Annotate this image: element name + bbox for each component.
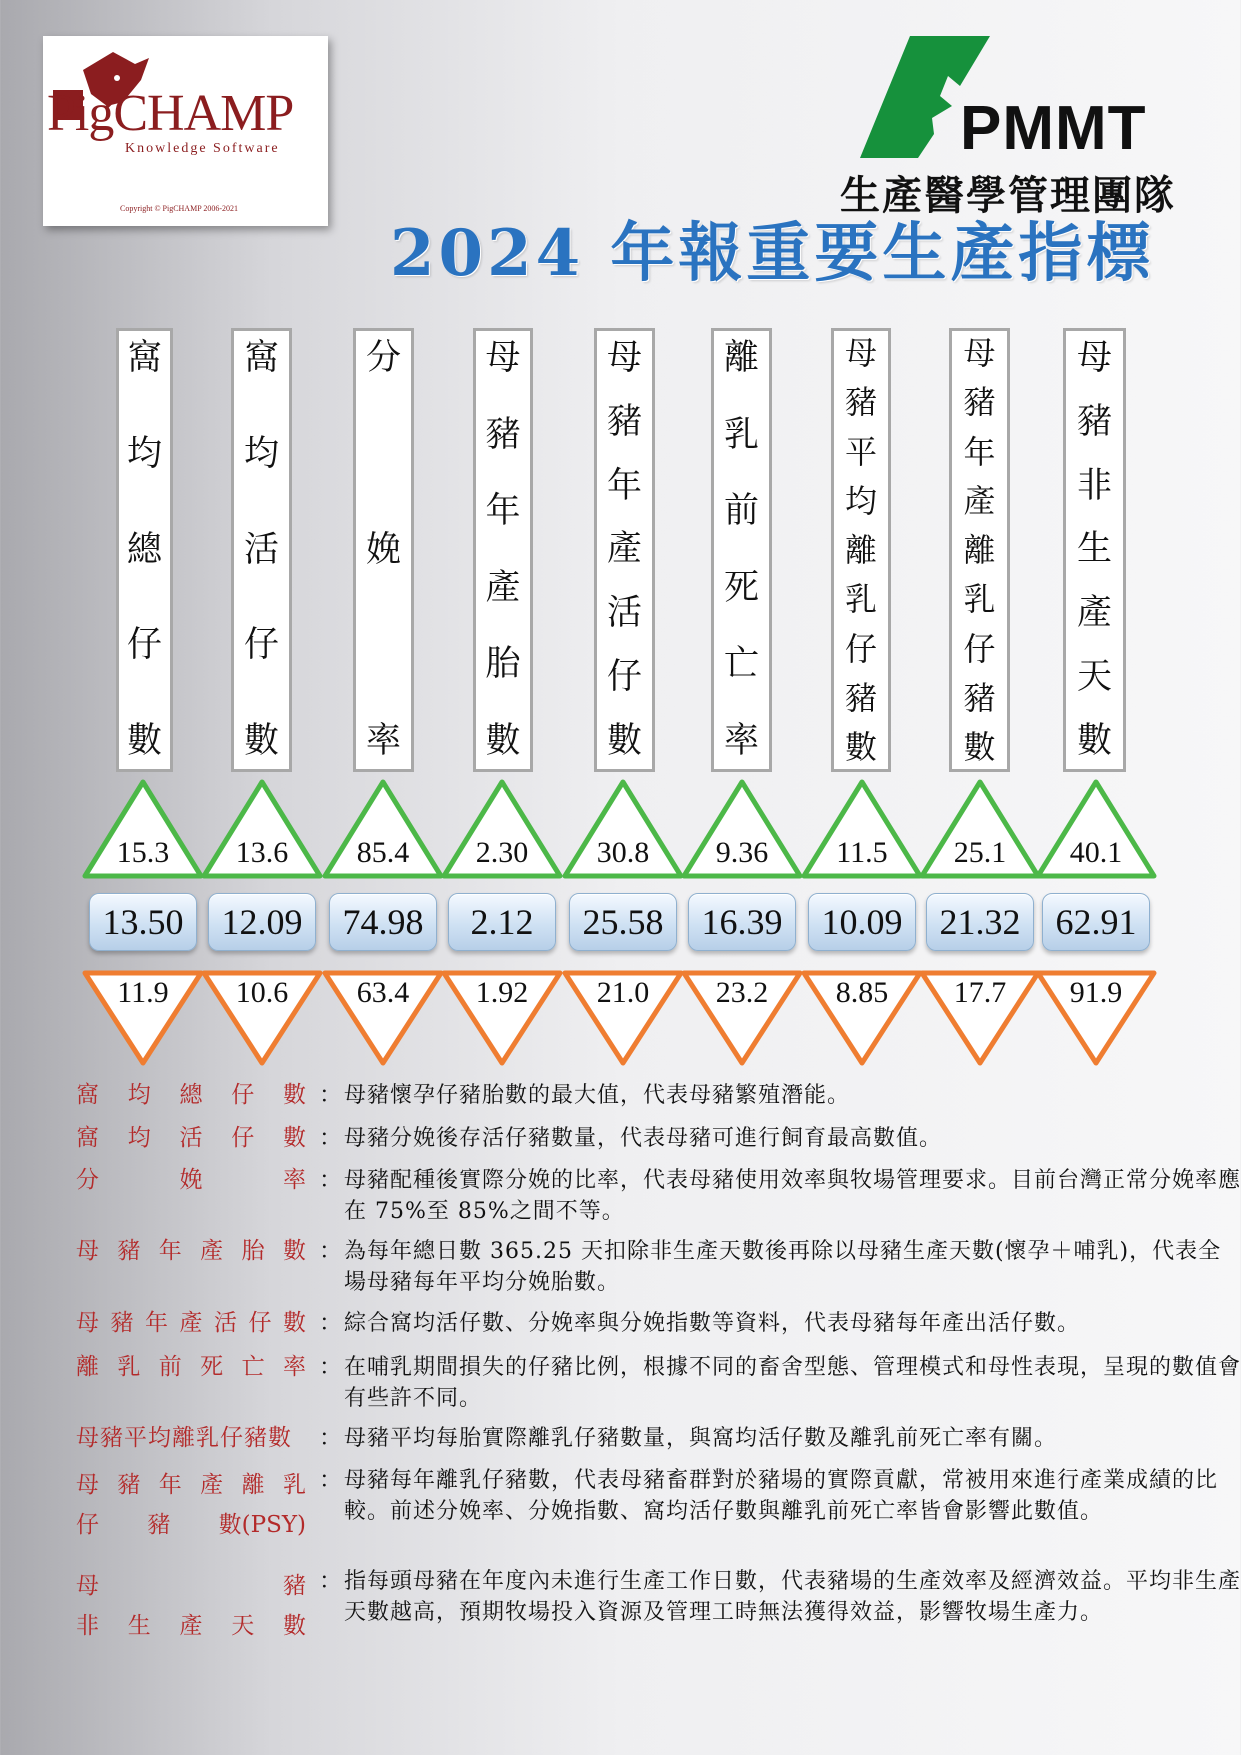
term-char: 仔 [231,1082,255,1108]
definition-text: 母豬配種後實際分娩的比率，代表母豬使用效率與牧場管理要求。目前台灣正常分娩率應在 75%至 85%之間不等。 [344,1168,1241,1224]
term-char: 母 [76,1573,99,1599]
label-char: 窩 [243,338,279,378]
indicator-label-column [473,328,533,772]
definition-colon: ： [319,1310,342,1336]
label-char [378,437,389,472]
indicator-label-column [831,328,891,772]
definition-term [76,1423,306,1454]
term-char: 數 [283,1310,306,1336]
label-char: 數 [243,721,279,761]
label-char: 均 [844,481,877,520]
indicator-label [119,338,170,761]
indicator-label [834,334,888,766]
label-char: 年 [963,432,996,471]
label-char: 率 [365,721,401,761]
indicator-label-column [949,328,1010,772]
term-char: 非 [76,1613,99,1639]
term-line [76,1123,306,1154]
definition-term [76,1123,306,1154]
lower-value: 23.2 [715,976,769,1009]
indicator-value-badge: 2.12 [448,893,556,951]
term-char: 豬 [110,1310,134,1336]
upper-value: 11.5 [836,836,888,869]
term-char: 豬 [283,1573,306,1599]
label-char: 活 [606,593,642,634]
label-char: 豬 [606,401,642,442]
term-line [76,1566,306,1606]
term-char: 窩 [76,1082,99,1108]
label-char: 產 [485,567,521,608]
term-char: 豬 [117,1472,141,1498]
definition-text: 指每頭母豬在年度內未進行生產工作日數，代表豬場的生產效率及經濟效益。平均非生產天數越高，預期牧場投入資源及管理工時無法獲得效益，影響牧場生產力。 [344,1569,1241,1625]
indicator-value-badge: 16.39 [688,893,796,951]
label-char: 產 [606,529,642,570]
indicator-label [952,334,1007,766]
term-char: 年 [145,1310,168,1336]
term-char: 產 [200,1472,224,1498]
indicator-label-column [711,328,772,772]
label-char: 平 [844,432,877,471]
lower-value: 17.7 [953,976,1007,1009]
upper-value: 13.6 [235,836,289,869]
upper-value: 85.4 [356,836,410,869]
term-char: 數 [283,1613,306,1639]
definition-colon: ： [319,1082,342,1108]
lower-value: 21.0 [596,976,650,1009]
definition-colon: ： [319,1125,342,1151]
label-char: 死 [723,567,759,608]
term-line [76,1465,306,1505]
pigchamp-logo [43,36,328,226]
term-char: 數 [283,1082,306,1108]
label-char: 離 [723,338,759,378]
label-char: 母 [844,334,877,372]
term-char: 產 [200,1238,224,1264]
indicator-label [1066,338,1123,761]
definition-colon: ： [319,1568,342,1594]
term-char: 活 [214,1310,237,1336]
term-char: 離 [76,1354,99,1380]
term-char: 數 [283,1125,306,1151]
term-char: 前 [158,1354,182,1380]
indicator-label [476,338,530,761]
definition-colon: ： [319,1167,342,1193]
pigchamp-tagline: Knowledge Software [125,141,280,156]
definition-term [76,1080,306,1111]
label-char: 數 [606,720,642,761]
label-char [378,628,389,663]
pigchamp-brand: PigCHAMP [47,85,294,142]
definition-text: 為每年總日數 365.25 天扣除非生產天數後再除以母豬生產天數(懷孕＋哺乳)，代表全場母豬每年平均分娩胎數。 [344,1239,1222,1295]
term-char: 仔 [76,1512,99,1538]
label-char: 非 [1076,465,1112,506]
term-char: 死 [200,1354,224,1380]
label-char: 年 [606,465,642,506]
term-char: 母 [76,1472,99,1498]
indicator-value-badge: 74.98 [329,893,437,951]
upper-value: 9.36 [715,836,769,869]
label-char: 分 [365,338,401,378]
term-char: 產 [179,1310,203,1336]
term-char: 產 [179,1613,203,1639]
term-char: 仔 [248,1310,272,1336]
label-char: 乳 [844,580,877,619]
term-line [76,1236,306,1267]
upper-value: 25.1 [953,836,1007,869]
definition-term [76,1566,306,1646]
label-char: 豬 [844,678,877,717]
term-char: 生 [127,1613,151,1639]
term-line [76,1308,306,1339]
indicator-label [597,338,652,761]
term-char: 率 [282,1354,306,1380]
label-char: 母 [606,338,642,378]
label-char: 窩 [126,338,162,378]
term-line [76,1505,306,1545]
term-char: 分 [76,1167,99,1193]
label-char: 均 [126,433,162,474]
term-char: 母 [76,1238,99,1264]
term-line [76,1080,306,1111]
indicator-value-badge: 13.50 [89,893,197,951]
indicator-label-column [353,328,414,772]
label-char: 娩 [365,529,401,570]
indicator-value-badge: 21.32 [926,893,1034,951]
label-char: 數 [1076,720,1112,761]
label-char: 母 [485,338,521,378]
label-char: 活 [243,529,279,570]
term-char: 亡 [241,1354,265,1380]
term-char: 總 [179,1082,203,1108]
label-char: 數 [126,721,162,761]
upper-value: 30.8 [596,836,650,869]
upper-value: 15.3 [116,836,170,869]
definition-text: 母豬平均每胎實際離乳仔豬數量，與窩均活仔數及離乳前死亡率有關。 [344,1426,1058,1451]
indicator-label [356,338,411,761]
indicator-value-badge: 10.09 [808,893,916,951]
term-line [76,1165,306,1196]
term-line [76,1423,306,1454]
indicator-label-column [231,328,292,772]
label-char: 胎 [485,644,521,685]
definition-text: 母豬分娩後存活仔豬數量，代表母豬可進行飼育最高數值。 [344,1126,943,1151]
label-char: 產 [1076,593,1112,634]
definition-text: 母豬懷孕仔豬胎數的最大值，代表母豬繁殖潛能。 [344,1083,851,1108]
definition-term [76,1308,306,1339]
label-char: 豬 [963,383,996,422]
page-title: 2024 年報重要生產指標 [390,216,1155,291]
label-char: 數 [963,728,996,766]
pmmt-logo [840,36,1210,219]
term-char: 乳 [282,1472,306,1498]
definition-term [76,1165,306,1196]
label-char: 仔 [606,657,642,698]
pmmt-team-name: 生產醫學管理團隊 [840,173,1176,219]
label-char: 母 [963,334,996,372]
label-char: 產 [963,481,996,520]
label-char: 數 [485,720,521,761]
label-char: 仔 [126,625,162,666]
label-char: 年 [485,491,521,532]
term-char: 娩 [179,1167,203,1193]
term-char: 窩 [76,1125,99,1151]
term-line [76,1352,306,1383]
term-char: 數 [282,1238,306,1264]
indicator-value-badge: 62.91 [1042,893,1150,951]
lower-value: 63.4 [356,976,410,1009]
label-char: 母 [1076,338,1112,378]
label-char: 豬 [844,383,877,422]
indicator-label-column [594,328,655,772]
label-char: 亡 [723,644,759,685]
label-char: 前 [723,491,759,532]
definition-colon: ： [319,1238,342,1264]
label-char: 率 [723,720,759,761]
term-char: 仔 [231,1125,255,1151]
label-char: 豬 [485,414,521,455]
label-char: 豬 [1076,401,1112,442]
label-char: 均 [243,433,279,474]
lower-value: 10.6 [235,976,289,1009]
definition-text: 在哺乳期間損失的仔豬比例，根據不同的畜舍型態、管理模式和母性表現，呈現的數值會有些許不同。 [344,1355,1241,1411]
term-char: 活 [179,1125,203,1151]
term-char: 均 [127,1082,151,1108]
label-char: 數 [844,728,877,766]
definition-colon: ： [319,1354,342,1380]
term-char: 均 [127,1125,151,1151]
indicator-label-column [116,328,173,772]
label-char: 生 [1076,529,1112,570]
term-char: 率 [283,1167,306,1193]
indicator-label [234,338,289,761]
label-char: 乳 [723,414,759,455]
indicator-value-badge: 25.58 [569,893,677,951]
indicator-label-column [1063,328,1126,772]
term-char: 胎 [241,1238,265,1264]
upper-value: 2.30 [475,836,529,869]
term-char: 離 [241,1472,265,1498]
label-char: 仔 [243,625,279,666]
definition-colon: ： [319,1467,342,1493]
indicator-label [714,338,769,761]
definition-text: 母豬每年離乳仔豬數，代表母豬畜群對於豬場的實際貢獻，常被用來進行產業成績的比較。前述分娩率、分娩指數、窩均活仔數與離乳前死亡率皆會影響此數值。 [344,1468,1219,1524]
label-char: 仔 [844,629,877,668]
term-char: 數(PSY) [218,1512,306,1538]
lower-value: 1.92 [475,976,529,1009]
definition-term [76,1352,306,1383]
term-char: 年 [158,1238,182,1264]
definition-term [76,1465,306,1545]
upper-value: 40.1 [1069,836,1123,869]
pigchamp-copyright: Copyright © PigCHAMP 2006-2021 [120,204,239,213]
term-line [76,1606,306,1646]
label-char: 離 [963,531,996,569]
term-char: 天 [231,1613,255,1639]
definition-text: 綜合窩均活仔數、分娩率與分娩指數等資料，代表母豬每年產出活仔數。 [344,1311,1081,1336]
definition-colon: ： [319,1425,342,1451]
term-char: 母豬平均離乳仔豬數 [76,1425,292,1451]
indicator-value-badge: 12.09 [208,893,316,951]
label-char: 天 [1076,657,1112,698]
pmmt-brand: PMMT [960,94,1147,163]
lower-value: 11.9 [117,976,169,1009]
label-char: 總 [126,529,162,570]
label-char: 豬 [963,678,996,717]
definition-term [76,1236,306,1267]
term-char: 豬 [117,1238,141,1264]
lower-value: 8.85 [835,976,889,1009]
label-char: 離 [844,531,877,569]
term-char: 年 [158,1472,182,1498]
term-char: 乳 [117,1354,141,1380]
term-char: 母 [76,1310,99,1336]
lower-value: 91.9 [1069,976,1123,1009]
label-char: 仔 [963,629,996,668]
term-char: 豬 [147,1512,171,1538]
label-char: 乳 [963,580,996,619]
